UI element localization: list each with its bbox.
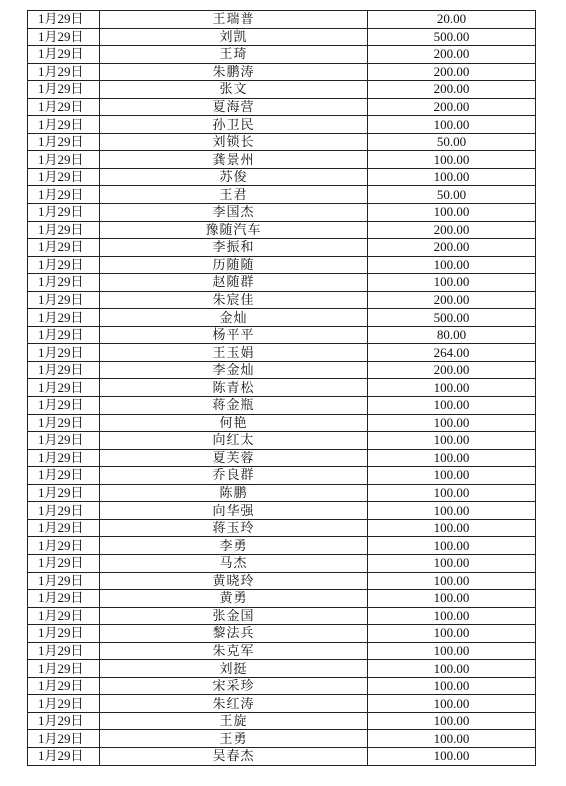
table-row (28, 554, 536, 572)
name-cell: 刘锁长 (100, 133, 368, 151)
amount-cell: 100.00 (368, 660, 536, 678)
table-row (28, 607, 536, 625)
amount-cell: 200.00 (368, 221, 536, 239)
amount-cell: 500.00 (368, 28, 536, 46)
table-row (28, 133, 536, 151)
table-row (28, 660, 536, 678)
name-cell: 朱克军 (100, 642, 368, 660)
date-cell: 1月29日 (28, 379, 100, 397)
name-cell: 豫随汽车 (100, 221, 368, 239)
name-cell: 李振和 (100, 239, 368, 257)
table-row (28, 326, 536, 344)
name-cell: 向华强 (100, 502, 368, 520)
table-row (28, 747, 536, 765)
name-cell: 苏俊 (100, 168, 368, 186)
date-cell: 1月29日 (28, 554, 100, 572)
table-row (28, 590, 536, 608)
date-cell: 1月29日 (28, 590, 100, 608)
table-row (28, 63, 536, 81)
table-row (28, 28, 536, 46)
table-row (28, 274, 536, 292)
name-cell: 乔良群 (100, 467, 368, 485)
table-row (28, 414, 536, 432)
date-cell: 1月29日 (28, 326, 100, 344)
amount-cell: 200.00 (368, 361, 536, 379)
date-cell: 1月29日 (28, 432, 100, 450)
name-cell: 黄勇 (100, 590, 368, 608)
name-cell: 赵随群 (100, 274, 368, 292)
name-cell: 刘挺 (100, 660, 368, 678)
date-cell: 1月29日 (28, 519, 100, 537)
name-cell: 马杰 (100, 554, 368, 572)
name-cell: 何艳 (100, 414, 368, 432)
amount-cell: 100.00 (368, 116, 536, 134)
amount-cell: 200.00 (368, 63, 536, 81)
amount-cell: 100.00 (368, 695, 536, 713)
name-cell: 朱宸佳 (100, 291, 368, 309)
amount-cell: 100.00 (368, 204, 536, 222)
date-cell: 1月29日 (28, 502, 100, 520)
table-row (28, 502, 536, 520)
amount-cell: 100.00 (368, 590, 536, 608)
name-cell: 蒋玉玲 (100, 519, 368, 537)
table-row (28, 204, 536, 222)
table-row (28, 467, 536, 485)
amount-cell: 100.00 (368, 151, 536, 169)
table-row (28, 572, 536, 590)
table-row (28, 291, 536, 309)
table-row (28, 239, 536, 257)
date-cell: 1月29日 (28, 607, 100, 625)
donation-ledger (27, 10, 535, 766)
table-row (28, 625, 536, 643)
amount-cell: 100.00 (368, 519, 536, 537)
date-cell: 1月29日 (28, 46, 100, 64)
table-row (28, 519, 536, 537)
amount-cell: 100.00 (368, 168, 536, 186)
date-cell: 1月29日 (28, 625, 100, 643)
amount-cell: 500.00 (368, 309, 536, 327)
name-cell: 张文 (100, 81, 368, 99)
date-cell: 1月29日 (28, 28, 100, 46)
date-cell: 1月29日 (28, 695, 100, 713)
name-cell: 王琦 (100, 46, 368, 64)
table-row (28, 677, 536, 695)
table-row (28, 221, 536, 239)
date-cell: 1月29日 (28, 133, 100, 151)
table-row (28, 712, 536, 730)
name-cell: 李国杰 (100, 204, 368, 222)
name-cell: 金灿 (100, 309, 368, 327)
amount-cell: 100.00 (368, 484, 536, 502)
table-row (28, 151, 536, 169)
table-row (28, 46, 536, 64)
name-cell: 张金国 (100, 607, 368, 625)
name-cell: 王旋 (100, 712, 368, 730)
amount-cell: 200.00 (368, 291, 536, 309)
amount-cell: 100.00 (368, 537, 536, 555)
amount-cell: 100.00 (368, 554, 536, 572)
date-cell: 1月29日 (28, 677, 100, 695)
name-cell: 宋采珍 (100, 677, 368, 695)
name-cell: 刘凯 (100, 28, 368, 46)
name-cell: 陈鹏 (100, 484, 368, 502)
date-cell: 1月29日 (28, 414, 100, 432)
name-cell: 朱鹏涛 (100, 63, 368, 81)
date-cell: 1月29日 (28, 221, 100, 239)
date-cell: 1月29日 (28, 239, 100, 257)
amount-cell: 100.00 (368, 432, 536, 450)
date-cell: 1月29日 (28, 467, 100, 485)
table-row (28, 730, 536, 748)
date-cell: 1月29日 (28, 98, 100, 116)
amount-cell: 200.00 (368, 81, 536, 99)
table-row (28, 432, 536, 450)
amount-cell: 100.00 (368, 502, 536, 520)
ledger-body (28, 11, 536, 766)
table-row (28, 449, 536, 467)
amount-cell: 100.00 (368, 467, 536, 485)
name-cell: 李勇 (100, 537, 368, 555)
amount-cell: 100.00 (368, 449, 536, 467)
table-row (28, 397, 536, 415)
amount-cell: 50.00 (368, 133, 536, 151)
amount-cell: 100.00 (368, 607, 536, 625)
amount-cell: 200.00 (368, 239, 536, 257)
date-cell: 1月29日 (28, 116, 100, 134)
name-cell: 历随随 (100, 256, 368, 274)
amount-cell: 264.00 (368, 344, 536, 362)
date-cell: 1月29日 (28, 572, 100, 590)
date-cell: 1月29日 (28, 712, 100, 730)
date-cell: 1月29日 (28, 730, 100, 748)
table-row (28, 98, 536, 116)
name-cell: 朱红涛 (100, 695, 368, 713)
amount-cell: 100.00 (368, 379, 536, 397)
name-cell: 李金灿 (100, 361, 368, 379)
date-cell: 1月29日 (28, 747, 100, 765)
date-cell: 1月29日 (28, 660, 100, 678)
amount-cell: 100.00 (368, 397, 536, 415)
table-row (28, 116, 536, 134)
name-cell: 黄晓玲 (100, 572, 368, 590)
name-cell: 王瑞普 (100, 11, 368, 29)
date-cell: 1月29日 (28, 449, 100, 467)
name-cell: 杨平平 (100, 326, 368, 344)
name-cell: 龚景州 (100, 151, 368, 169)
date-cell: 1月29日 (28, 63, 100, 81)
name-cell: 孙卫民 (100, 116, 368, 134)
name-cell: 陈青松 (100, 379, 368, 397)
table-row (28, 309, 536, 327)
date-cell: 1月29日 (28, 642, 100, 660)
table-row (28, 81, 536, 99)
amount-cell: 100.00 (368, 414, 536, 432)
date-cell: 1月29日 (28, 204, 100, 222)
name-cell: 夏芙蓉 (100, 449, 368, 467)
amount-cell: 100.00 (368, 677, 536, 695)
table-row (28, 344, 536, 362)
table-row (28, 642, 536, 660)
donation-table (27, 10, 536, 766)
amount-cell: 100.00 (368, 730, 536, 748)
date-cell: 1月29日 (28, 537, 100, 555)
amount-cell: 80.00 (368, 326, 536, 344)
date-cell: 1月29日 (28, 168, 100, 186)
table-row (28, 168, 536, 186)
name-cell: 夏海营 (100, 98, 368, 116)
date-cell: 1月29日 (28, 344, 100, 362)
amount-cell: 100.00 (368, 747, 536, 765)
name-cell: 王勇 (100, 730, 368, 748)
amount-cell: 50.00 (368, 186, 536, 204)
date-cell: 1月29日 (28, 274, 100, 292)
amount-cell: 100.00 (368, 256, 536, 274)
date-cell: 1月29日 (28, 11, 100, 29)
amount-cell: 100.00 (368, 274, 536, 292)
table-row (28, 695, 536, 713)
amount-cell: 200.00 (368, 98, 536, 116)
table-row (28, 379, 536, 397)
amount-cell: 200.00 (368, 46, 536, 64)
amount-cell: 100.00 (368, 572, 536, 590)
table-row (28, 361, 536, 379)
name-cell: 王君 (100, 186, 368, 204)
table-row (28, 256, 536, 274)
name-cell: 蒋金瓶 (100, 397, 368, 415)
amount-cell: 20.00 (368, 11, 536, 29)
name-cell: 向红太 (100, 432, 368, 450)
name-cell: 王玉娟 (100, 344, 368, 362)
date-cell: 1月29日 (28, 151, 100, 169)
amount-cell: 100.00 (368, 712, 536, 730)
date-cell: 1月29日 (28, 309, 100, 327)
date-cell: 1月29日 (28, 361, 100, 379)
date-cell: 1月29日 (28, 186, 100, 204)
table-row (28, 484, 536, 502)
date-cell: 1月29日 (28, 397, 100, 415)
date-cell: 1月29日 (28, 484, 100, 502)
table-row (28, 11, 536, 29)
table-row (28, 537, 536, 555)
date-cell: 1月29日 (28, 81, 100, 99)
amount-cell: 100.00 (368, 642, 536, 660)
date-cell: 1月29日 (28, 256, 100, 274)
table-row (28, 186, 536, 204)
name-cell: 吴春杰 (100, 747, 368, 765)
amount-cell: 100.00 (368, 625, 536, 643)
date-cell: 1月29日 (28, 291, 100, 309)
name-cell: 黎法兵 (100, 625, 368, 643)
